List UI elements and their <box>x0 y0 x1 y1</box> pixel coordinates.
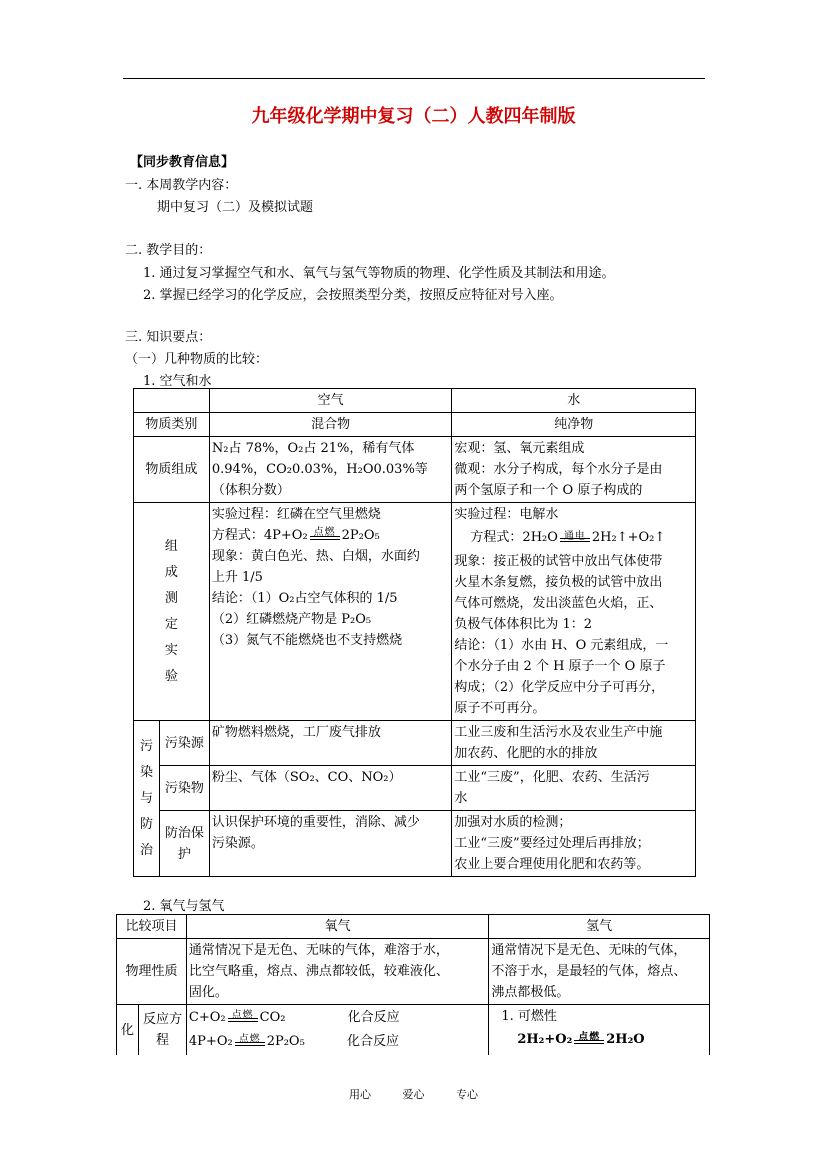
text-line: 构成；（2）化学反应中分子可再分， <box>454 680 665 695</box>
air-prevention <box>209 811 452 877</box>
eq-right: 2H₂↑+O₂↑ <box>591 530 666 545</box>
prevention-label: 防治保护 <box>159 811 209 877</box>
page-footer <box>0 1086 827 1102</box>
vertical-label <box>140 734 153 864</box>
text-line: 污染源。 <box>211 836 264 851</box>
text-line: 不溶于水，是最轻的气体，熔点、 <box>491 964 687 979</box>
oxygen-hydrogen-table <box>116 914 710 1055</box>
text-line: 认识保护环境的重要性，消除、减少 <box>211 815 420 830</box>
reaction-arrow <box>558 529 592 547</box>
label-char: 实 <box>164 642 178 658</box>
text-line: 现象：黄白色光、热、白烟，水面约 <box>211 549 420 564</box>
col-water: 水 <box>452 389 696 413</box>
text-line: 实验过程：红磷在空气里燃烧 <box>211 507 381 522</box>
water-prevention <box>452 811 696 877</box>
oxygen-eq-1 <box>189 1006 486 1030</box>
s3-item-1: 1. 空气和水 <box>143 374 212 389</box>
text-line: 水 <box>454 791 468 806</box>
hydrogen-flammability: 1. 可燃性 <box>501 1009 557 1024</box>
text-line: 火星木条复燃，接负极的试管中放出 <box>454 575 663 590</box>
text-line: 加强对水质的检测； <box>454 815 572 830</box>
s1-heading: 一. 本周教学内容： <box>125 178 238 193</box>
reaction-arrow <box>572 1031 606 1049</box>
reaction-arrow <box>233 1033 267 1051</box>
water-experiment <box>452 503 696 721</box>
row-comp-label: 物质组成 <box>134 437 210 503</box>
text-line: 0.94%，CO₂0.03%，H₂O0.03%等 <box>211 462 428 477</box>
water-composition <box>452 437 696 503</box>
col-air: 空气 <box>209 389 452 413</box>
eq-prefix: 方程式： <box>470 530 523 545</box>
reaction-type: 化合反应 <box>346 1034 399 1049</box>
row-exp-label <box>134 503 210 721</box>
oxygen-reactions <box>186 1005 488 1056</box>
water-pollutant <box>452 766 696 811</box>
footer-text: 专心 <box>456 1088 478 1101</box>
vertical-label <box>165 534 178 690</box>
text-line: 沸点都极低。 <box>491 985 570 1000</box>
water-pollution-source <box>452 721 696 766</box>
col-hydrogen: 氢气 <box>489 915 710 939</box>
eq-left: 4P+O₂ <box>188 1034 233 1049</box>
label-char: 定 <box>164 616 178 632</box>
text-line: 工业“三废”，化肥、农药、生活污 <box>454 770 650 785</box>
air-pollution-source: 矿物燃料燃烧，工厂废气排放 <box>209 721 452 766</box>
text-line: 上升 1/5 <box>211 570 263 585</box>
label-char: 防 <box>139 816 153 832</box>
s2-heading: 二. 教学目的： <box>125 243 212 258</box>
eq-condition: 点燃 <box>578 1031 601 1043</box>
text-line: （2）红磷燃烧产物是 P₂O₅ <box>211 612 372 627</box>
col-oxygen: 氧气 <box>186 915 488 939</box>
air-experiment <box>209 503 452 721</box>
text-line: N₂占 78%，O₂占 21%，稀有气体 <box>211 441 415 456</box>
physical-label: 物理性质 <box>117 939 187 1005</box>
text-line: 固化。 <box>188 985 228 1000</box>
air-water-table <box>133 388 696 877</box>
text-line: 实验过程：电解水 <box>454 507 559 522</box>
oxygen-eq-2 <box>189 1030 486 1054</box>
s2-item-1: 1. 通过复习掌握空气和水、氧气与氢气等物质的物理、化学性质及其制法和用途。 <box>143 266 615 281</box>
compare-label: 比较项目 <box>117 915 187 939</box>
eq-left: 2H₂O <box>522 530 558 545</box>
footer-text: 用心 <box>349 1088 371 1101</box>
text-line: 结论：（1）O₂占空气体积的 1/5 <box>211 591 398 606</box>
label-char: 染 <box>139 764 153 780</box>
label-char: 验 <box>164 668 178 684</box>
eq-condition: 点燃 <box>313 526 336 538</box>
reaction-type: 化合反应 <box>347 1010 400 1025</box>
document-title: 九年级化学期中复习（二）人教四年制版 <box>251 106 576 127</box>
eq-condition: 点燃 <box>238 1033 261 1045</box>
label-char: 与 <box>139 790 153 806</box>
text-line: 通常情况下是无色、无味的气体， <box>491 943 687 958</box>
pollution-source-label: 污染源 <box>159 721 209 766</box>
water-type: 纯净物 <box>452 413 696 437</box>
label-char: 测 <box>164 590 178 606</box>
text-line: 加农药、化肥的水的排放 <box>454 746 598 761</box>
section-header: 【同步教育信息】 <box>130 155 235 170</box>
eq-right: 2P₂O₅ <box>266 1034 305 1049</box>
text-line: 气体可燃烧，发出淡蓝色火焰，正、 <box>454 596 663 611</box>
reaction-arrow <box>308 527 342 545</box>
reaction-label: 反应方程 <box>138 1005 186 1056</box>
reaction-arrow <box>226 1009 260 1027</box>
pollution-label <box>134 721 160 877</box>
hydrogen-reactions <box>489 1005 710 1056</box>
text-line: 负极气体体积比为 1：2 <box>454 617 593 632</box>
text-line: 两个氢原子和一个 O 原子构成的 <box>454 483 643 498</box>
text-line: 工业“三废”要经过处理后再排放； <box>454 836 650 851</box>
header-rule <box>123 78 705 79</box>
air-composition <box>209 437 452 503</box>
text-line: 工业三废和生活污水及农业生产中施 <box>454 725 663 740</box>
eq-right: 2P₂O₅ <box>341 528 380 543</box>
eq-left: 2H₂+O₂ <box>517 1032 573 1047</box>
s1-content: 期中复习（二）及模拟试题 <box>157 200 314 215</box>
water-equation <box>454 525 693 551</box>
eq-condition: 点燃 <box>231 1009 254 1021</box>
eq-left: C+O₂ <box>188 1010 226 1025</box>
s3-heading: 三. 知识要点： <box>125 330 212 345</box>
text-line: 结论：（1）水由 H、O 元素组成，一 <box>454 638 669 653</box>
text-line: 宏观：氢、氧元素组成 <box>454 441 585 456</box>
oxygen-physical <box>186 939 488 1005</box>
hydrogen-physical <box>489 939 710 1005</box>
text-line: （体积分数） <box>211 483 290 498</box>
row-type-label: 物质类别 <box>134 413 210 437</box>
eq-right: CO₂ <box>259 1010 286 1025</box>
label-char: 组 <box>164 538 178 554</box>
corner-cell <box>134 389 210 413</box>
s2-item-2: 2. 掌握已经学习的化学反应，会按照类型分类，按照反应特征对号入座。 <box>143 288 563 303</box>
eq-condition: 通电 <box>563 530 586 542</box>
s3-sub: （一）几种物质的比较： <box>125 352 269 367</box>
text-line: 微观：水分子构成，每个水分子是由 <box>454 462 663 477</box>
text-line: （3）氮气不能燃烧也不支持燃烧 <box>211 633 403 648</box>
text-line: 比空气略重，熔点、沸点都较低，较难液化、 <box>188 964 449 979</box>
s3-item-2: 2. 氧气与氢气 <box>143 899 225 914</box>
text-line: 现象：接正极的试管中放出气体使带 <box>454 554 663 569</box>
air-equation <box>212 525 450 546</box>
footer-text: 爱心 <box>402 1088 425 1101</box>
air-pollutant: 粉尘、气体（SO₂、CO、NO₂） <box>209 766 452 811</box>
label-char: 成 <box>164 564 178 580</box>
eq-right: 2H₂O <box>606 1032 645 1047</box>
label-char: 污 <box>139 738 153 754</box>
chemical-label: 化 <box>117 1005 139 1056</box>
pollutant-label: 污染物 <box>159 766 209 811</box>
eq-left: 方程式：4P+O₂ <box>211 528 308 543</box>
text-line: 个水分子由 2 个 H 原子一个 O 原子 <box>454 659 666 674</box>
text-line: 通常情况下是无色、无味的气体，难溶于水， <box>188 943 449 958</box>
hydrogen-eq <box>491 1028 707 1052</box>
text-line: 农业上要合理使用化肥和农药等。 <box>454 857 650 872</box>
label-char: 治 <box>139 842 153 858</box>
text-line: 原子不可再分。 <box>454 701 546 716</box>
air-type: 混合物 <box>209 413 452 437</box>
